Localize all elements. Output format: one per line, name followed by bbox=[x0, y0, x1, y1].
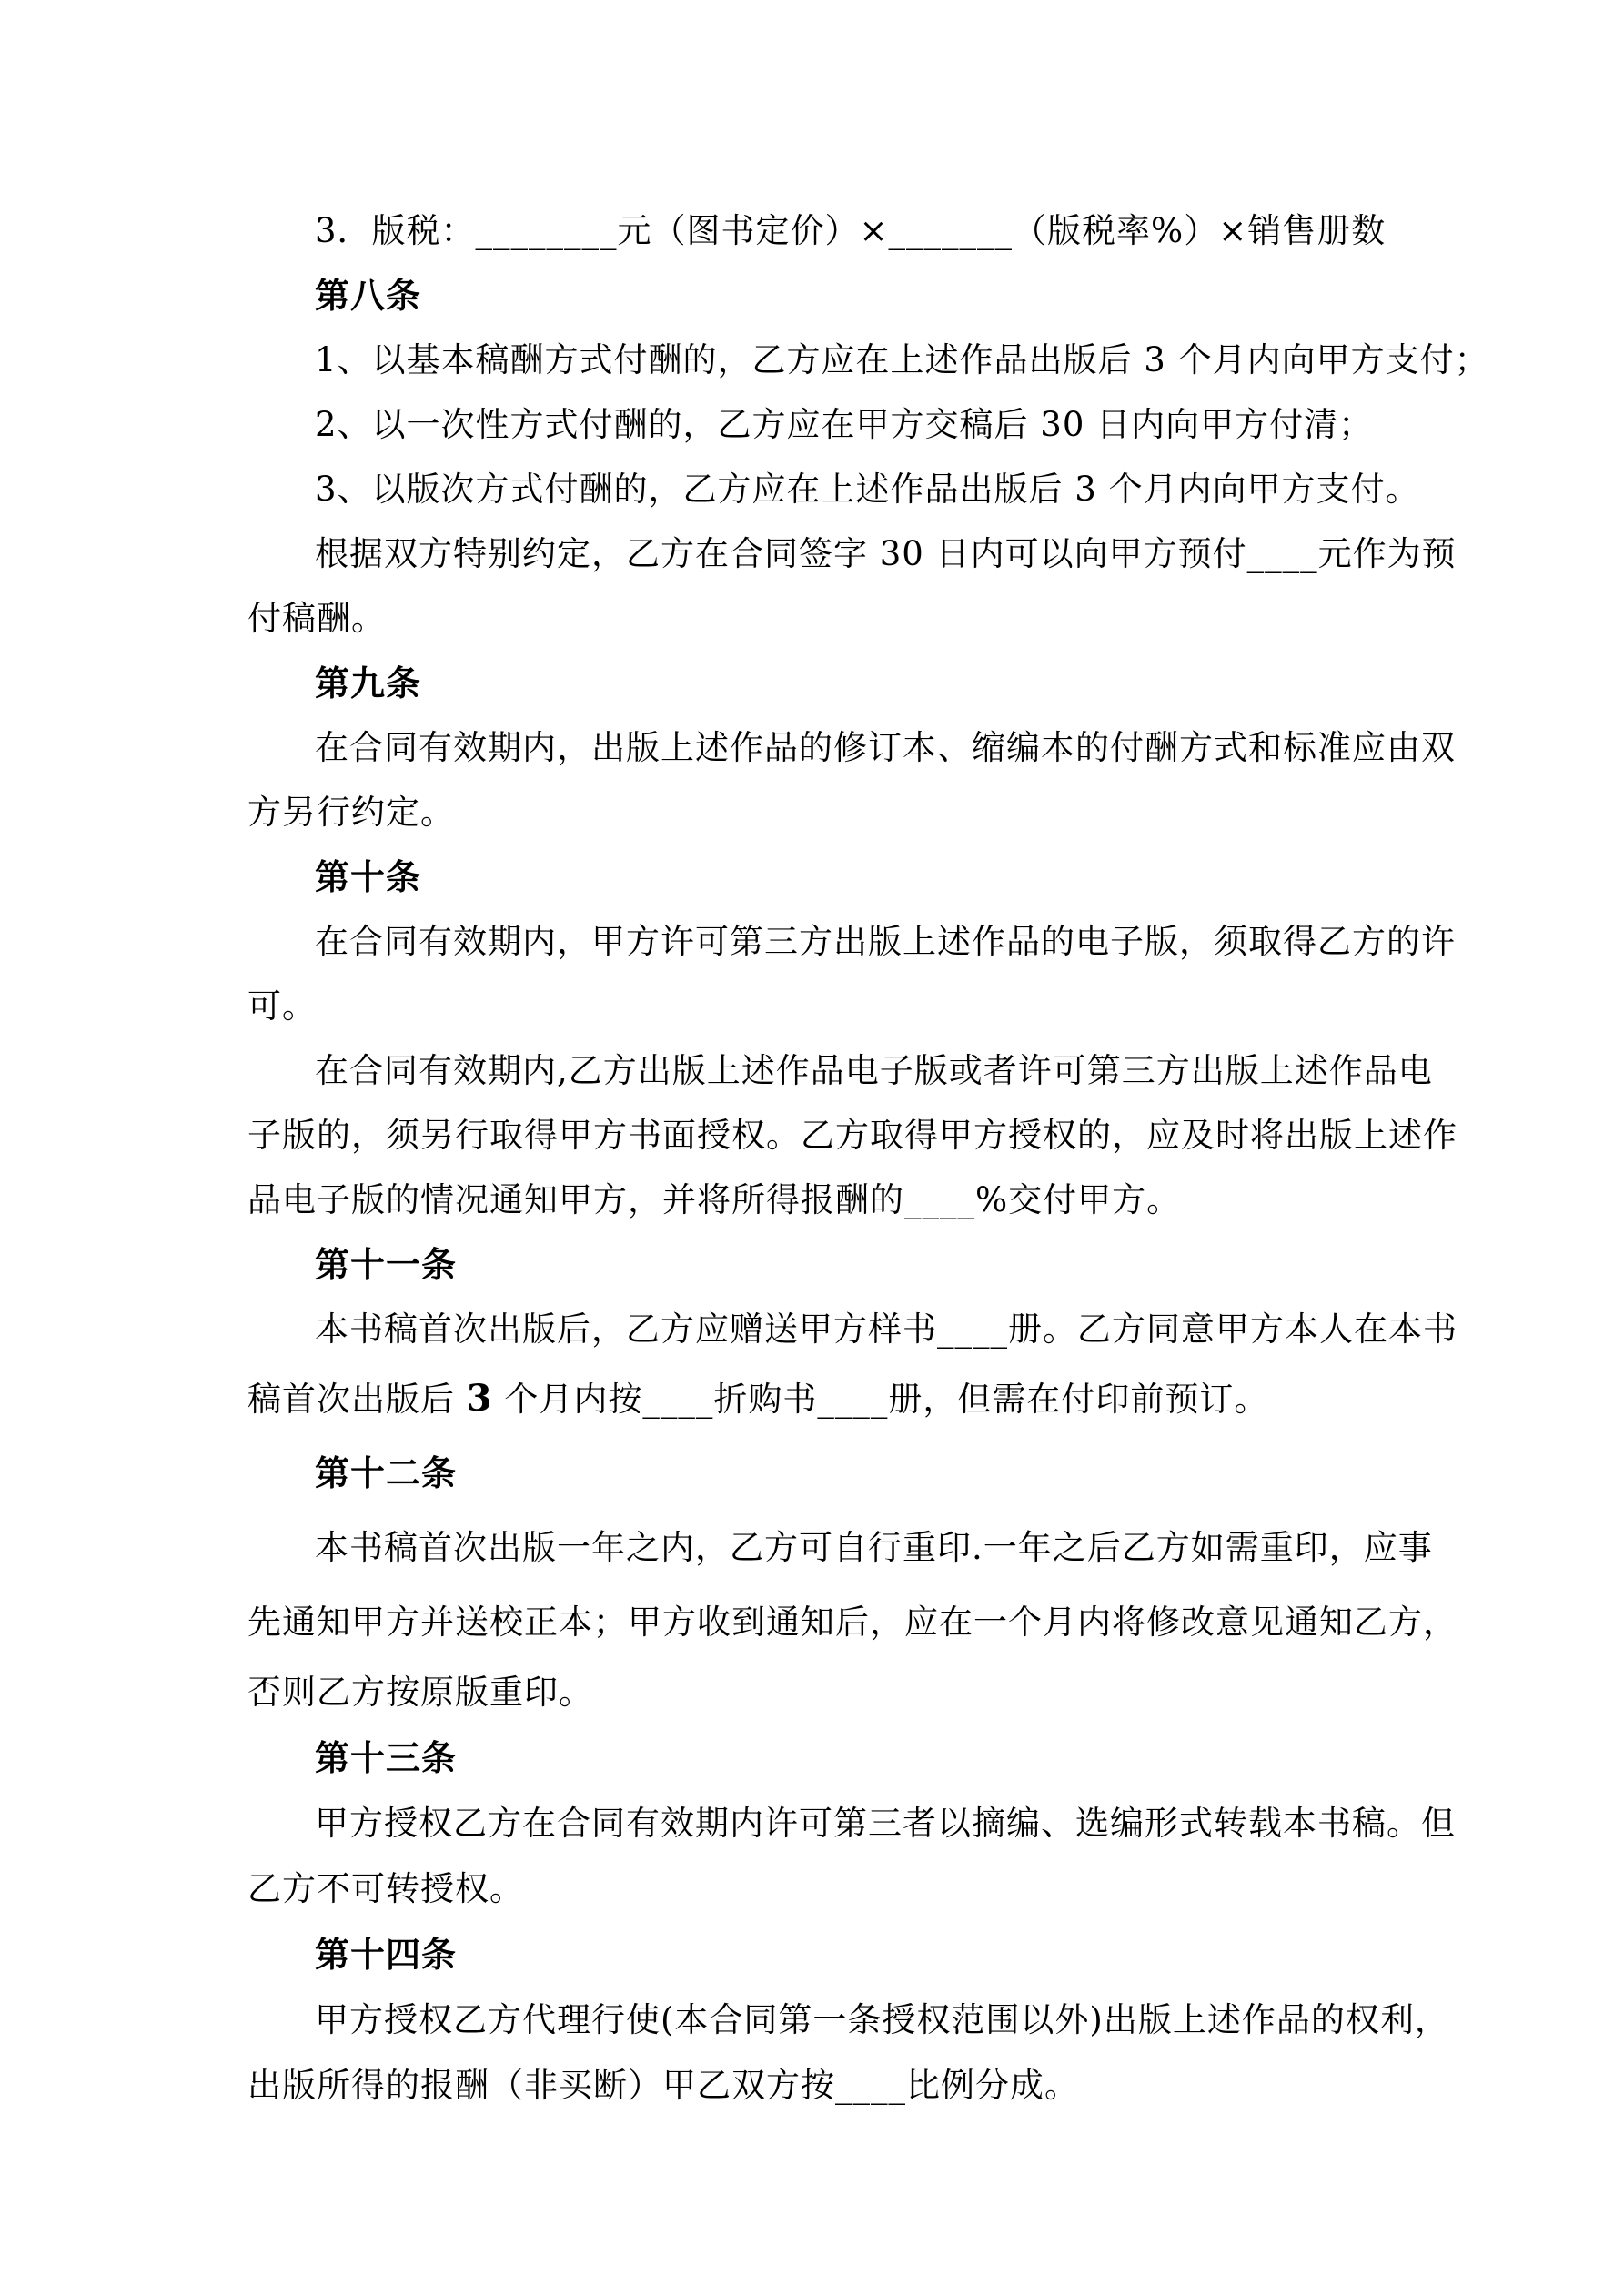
contract-line: 3、以版次方式付酬的，乙方应在上述作品出版后 3 个月内向甲方支付。 bbox=[315, 470, 1420, 509]
contract-line: 否则乙方按原版重印。 bbox=[247, 1673, 593, 1712]
article-heading-9: 第九条 bbox=[315, 663, 422, 703]
contract-line: 甲方授权乙方代理行使(本合同第一条授权范围以外)出版上述作品的权利， bbox=[315, 2000, 1449, 2039]
contract-line: 2、以一次性方式付酬的，乙方应在甲方交稿后 30 日内向甲方付清； bbox=[315, 405, 1374, 444]
contract-line: 乙方不可转授权。 bbox=[247, 1869, 524, 1908]
contract-line: 品电子版的情况通知甲方，并将所得报酬的____%交付甲方。 bbox=[247, 1180, 1182, 1219]
article-heading-11: 第十一条 bbox=[315, 1244, 458, 1285]
contract-line-with-bold-number bbox=[247, 1361, 1624, 1436]
contract-line: 在合同有效期内，甲方许可第三方出版上述作品的电子版，须取得乙方的许 bbox=[315, 922, 1456, 961]
line-text-pre: 稿首次出版后 bbox=[247, 1380, 467, 1419]
contract-line: 在合同有效期内,乙方出版上述作品电子版或者许可第三方出版上述作品电 bbox=[315, 1051, 1433, 1090]
bold-number: 3 bbox=[466, 1377, 493, 1420]
contract-line: 付稿酬。 bbox=[247, 599, 386, 638]
contract-line: 本书稿首次出版后，乙方应赠送甲方样书____册。乙方同意甲方本人在本书 bbox=[315, 1310, 1458, 1349]
contract-line: 1、以基本稿酬方式付酬的，乙方应在上述作品出版后 3 个月内向甲方支付； bbox=[315, 340, 1489, 379]
article-heading-8: 第八条 bbox=[315, 275, 422, 316]
contract-line: 根据双方特别约定，乙方在合同签字 30 日内可以向甲方预付____元作为预 bbox=[315, 534, 1457, 573]
article-heading-12: 第十二条 bbox=[315, 1452, 458, 1493]
contract-line: 甲方授权乙方在合同有效期内许可第三者以摘编、选编形式转载本书稿。但 bbox=[315, 1804, 1456, 1843]
contract-line: 本书稿首次出版一年之内，乙方可自行重印.一年之后乙方如需重印，应事 bbox=[315, 1528, 1433, 1567]
contract-line-royalty-formula: 3．版税：________元（图书定价）×_______（版税率%）×销售册数 bbox=[315, 211, 1387, 250]
contract-line: 先通知甲方并送校正本；甲方收到通知后，应在一个月内将修改意见通知乙方， bbox=[247, 1603, 1458, 1642]
contract-line: 在合同有效期内，出版上述作品的修订本、缩编本的付酬方式和标准应由双 bbox=[315, 728, 1456, 767]
article-heading-13: 第十三条 bbox=[315, 1737, 458, 1778]
contract-line: 方另行约定。 bbox=[247, 793, 455, 832]
contract-line: 可。 bbox=[247, 986, 317, 1026]
contract-line: 出版所得的报酬（非买断）甲乙双方按____比例分成。 bbox=[247, 2066, 1079, 2105]
article-heading-10: 第十条 bbox=[315, 856, 422, 897]
article-heading-14: 第十四条 bbox=[315, 1934, 458, 1975]
contract-line: 子版的，须另行取得甲方书面授权。乙方取得甲方授权的，应及时将出版上述作 bbox=[247, 1116, 1458, 1155]
line-text-post: 个月内按____折购书____册，但需在付印前预订。 bbox=[492, 1380, 1269, 1419]
